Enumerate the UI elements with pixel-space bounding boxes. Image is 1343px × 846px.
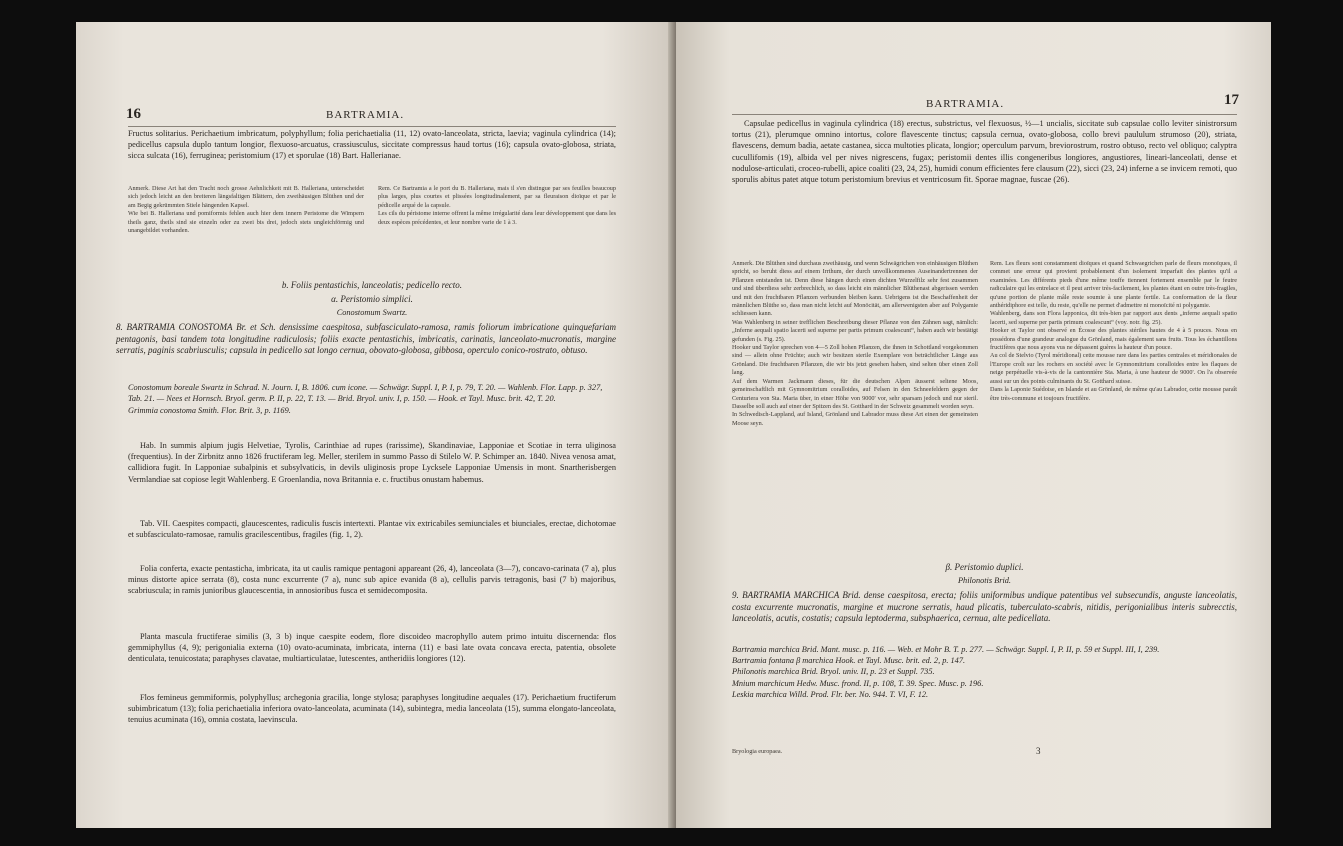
synonym-entry: Bartramia fontana β marchica Hook. et Tayl. Musc. brit. ed. 2, p. 147. [732, 656, 966, 666]
running-head: BARTRAMIA. [926, 98, 1005, 110]
right-page [676, 22, 1271, 828]
left-page [76, 22, 674, 828]
section-b-heading: b. Foliis pentastichis, lanceolatis; pedicello recto. [281, 280, 463, 290]
species-heading: 9. BARTRAMIA MARCHICA Brid. dense caespitosa, erecta; foliis uniformibus undique patentibus vel subsecundis, anguste lanceolatis, costa excurrente mucronatis, margine et mucrone serratis, haud plicatis, tuberculato-scabris, nitidis, perigonialibus interis subrecctis, lanceolatis, acutis, costatis; capsula leptoderma, subsphaerica, cernua, alte pedicellata. [732, 590, 1237, 624]
synonym-entry: Conostomum boreale Swartz in Schrad. N. Journ. I, B. 1806. cum icone. — Schwägr. Suppl. I, P. I, p. 79, T. 20. — Wahlenb. Flor. Lapp. p. 327, Tab. 21. — Nees et Hornsch. Bryol. germ. P. II, p. 22, T. 13. — Brid. Bryol. univ. I, p. 150. — Hook. et Tayl. Musc. brit. 42, T. 20. [128, 383, 603, 404]
tab-vii-paragraph: Tab. VII. Caespites compacti, glaucescentes, radiculis fuscis intertexti. Plantae vix extricabiles semiunciales et biunciales, erectae, dichotomae et subfasciculato-ramosae, ramulis gracilescentibus, fragiles (fig. 1, 2). [128, 519, 616, 540]
note-french: Rem. Les fleurs sont constamment dioïques et quand Schwaegrichen parle de fleurs monoïques, il commet une erreur qui provient probablement d'un isolement imparfait des plantes qu'il a examinées. Les différents pieds d'une même touffe tiennent fortement ensemble par le feutre radiculaire qui les entrelace et il peut arriver très-facilement, les plantes étant en outre très-fragiles, qu'une portion de plante mâle reste soumie à une plante fertile. La conformation de la fleur anthéridiphore est telle, du reste, qu'elle ne permet d'admettre ni monoïcité ni polygamie. Wahlenberg, dans son Flora lapponica, dit très-bien par rapport aux dents „inferne aequali spatio lacerti, sed superne per partis primum coalescunt“ (voy. notr. fig. 25). Hooker et Taylor ont observé en Écosse des plantes stériles hautes de 4 à 5 pouces. Nous en possédons d'une grandeur analogue du Grönland, mais également sans fruits. Tous les échantillons fructifères que nous ayons vus ne dépassent guères la hauteur d'un pouce. Au col de Stelvio (Tyrol méridional) cette mousse rare dans les parties centrales et méridionales de l'Europe croît sur les rochers en société avec le Gymnomitrium coralloides entre les flaques de neige perpétuelle vis-à-vis de la cantonnière Sta. Maria, à une hauteur de 9000'. On l'a observée aussi sur un des points culminants du St. Gotthard suisse. Dans la Laponie Suédoise, en Islande et au Grönland, de même qu'au Labrador, cette mousse paraît être très-commune et toujours fructifère. [990, 260, 1237, 402]
habitat-paragraph: Hab. In summis alpium jugis Helvetiae, Tyrolis, Carinthiae ad rupes (rarissime), Skandinaviae, Lapponiae et Scotiae in terra uliginosa (frequentius). In der Zirbnitz anno 1826 fructiferam leg. Meller, sterilem in summo Passo di Stilelo W. P. Schimper an. 1840. Nivea venosa amat, callidiora fugit. In Lapponiae subalpinis et subsylvaticis, in devils uliginosis prope Lycksele Lapponiae Umensis in mont. Snartherisbergen Vermlandiae sat copiose legit Wahlenberg. E Groenlandia, nova Britannia e. c. fructibus onustam habemus. [128, 441, 616, 484]
genus-section-name: Conostomum Swartz. [336, 308, 408, 317]
header-rule [128, 126, 616, 127]
synonym-entry: Philonotis marchica Brid. Bryol. univ. II, p. 23 et Suppl. 735. [732, 667, 935, 677]
species-heading: 8. BARTRAMIA CONOSTOMA Br. et Sch. densissime caespitosa, subfasciculato-ramosa, ramis foliorum imbricatione quinquefariam pentagonis, basi tandem tota longitudine radiculosis; foliis exacte pentastichis, imbricatis, carinatis, lanceolato-mucronatis, margine serratis, paginis scabriusculis; capsula in pedicello sat longo cernua, obovato-globosa, gibbosa, operculo conico-rostrato, obtuso. [116, 322, 616, 356]
planta-mascula-paragraph: Planta mascula fructiferae similis (3, 3 b) inque caespite eodem, flore discoideo macrophyllo autem primo intuitu discernenda: flos gemmiphyllus (4, 9); perigonialia externa (10) ovato-acuminata, imbricata, interna (11) e basi late ovata concava erecta, patentia, obsolete denticulata, tenuicostata; paraphyses clavatae, multiarticulatae, lutescentes, antheridiis longiores (12). [128, 632, 616, 664]
section-beta-heading: β. Peristomio duplici. [945, 562, 1024, 572]
flos-femineus-paragraph: Flos femineus gemmiformis, polyphyllus; archegonia gracilia, longe stylosa; paraphyses longitudine aequales (17). Perichaetium fructiferum subimbricatum (13); folia perichaetialia inferiora ovato-lanceolata, acuminata (14), subintegra, media lanceolata (15), summa elongato-lanceolata, tenuius acuminata (16), omnia costata, laevinscula. [128, 693, 616, 725]
signature-mark: 3 [1036, 746, 1041, 756]
folia-paragraph: Folia conferta, exacte pentasticha, imbricata, ita ut caulis ramique pentagoni appareant (26, 4), lanceolata (3—7), concavo-carinata (7 a), plus minus distorte apice serrata (8), costa nunc excurrente (7 a), nunc sub apice evanida (8 a), cellulis parvis tetragonis, basi (7 b) majoribus, scabriuscula; in ramis junioribus glaucescentia, in annosioribus fusca et semidecomposita. [128, 564, 616, 596]
note-german: Anmerk. Die Blüthen sind durchaus zweihäusig, und wenn Schwägrichen von einhäusigen Blüthen spricht, so beruht diess auf einem Irrthum, der durch unvollkommenes Auseinandertrennen der Pflanzen entstanden ist. Denn diese hängen durch einen dichten Wurzelfilz sehr fest zusammen und sind überdiess sehr zerbrechlich, so dass leicht ein männlicher Blüthenast abgerissen werden und mit den fruchtbaren Pflanzen verbunden bleiben kann. Uebrigens ist die Beschaffenheit der männlichen Blüthe so, dass man nicht leicht auf Monöcität, am allerwenigsten aber auf Polygamie schliessen kann. Was Wahlenberg in seiner trefflichen Beschreibung dieser Pflanze von den Zähnen sagt, nämlich: „Inferne aequali spatio lacerti sed superne per partis primum coalescunt“, haben auch wir bestätigt gefunden (s. Fig. 25). Hooker und Taylor sprechen von 4—5 Zoll hohen Pflanzen, die ihnen in Schottland vorgekommen sind — allein ohne Früchte; auch wir besitzen sterile Exemplare von beträchtlicher Länge aus Grönland. Die fruchtbaren Pflanzen, die wir bis jetzt gesehen haben, sind selten über einen Zoll lang. Auf dem Warmen Jackmann dieses, für die deutschen Alpen äusserst seltene Moos, gemeinschaftlich mit Gymnomitrium coralloides, auf Felsen in den Schneefeldern gegen der Centuriera von Sta. Maria über, in einer Höhe von 9000' vor, sehr sparsam jedoch und nur steril. Dasselbe soll auch auf einer der Spitzen des St. Gotthard in der Schweiz gesammelt worden seyn. In Schwedisch-Lappland, auf Island, Grönland und Labrador muss diese Art einen der gemeinsten Moose seyn. [732, 260, 978, 427]
page-number: 17 [1224, 92, 1239, 108]
fructus-paragraph: Fructus solitarius. Perichaetium imbricatum, polyphyllum; folia perichaetialia (11, 12) ovato-lanceolata, stricta, laevia; vaginula cylindrica (14); pedicellus capsula duplo tantum longior, flexuoso-arcuatus, crassiusculus, siccitate compressus haud tortus (16); capsula ovato-globosa, striata, sicca sulcata (16), ferruginea; peristomium (17) et sporulae (18) Bart. Hallerianae. [128, 129, 616, 161]
running-head: BARTRAMIA. [326, 109, 405, 121]
synonym-entry: Grimmia conostoma Smith. Flor. Brit. 3, p. 1169. [128, 406, 291, 416]
header-rule [732, 114, 1237, 115]
section-alpha-heading: α. Peristomio simplici. [331, 294, 413, 304]
synonym-entry: Leskia marchica Willd. Prod. Flr. ber. No. 944. T. VI, F. 12. [732, 689, 929, 699]
genus-section-name: Philonotis Brid. [957, 576, 1011, 585]
synonym-entry: Mnium marchicum Hedw. Musc. frond. II, p. 108, T. 39. Spec. Musc. p. 196. [732, 678, 984, 688]
note-german: Anmerk. Diese Art hat den Tracht noch grosse Aehnlichkeit mit B. Halleriana, unterscheidet sich jedoch leicht an den breiteren längsfaltigen Blättern, den zweihäusigen Blüthen und der am Begig gekrümmten Stiele hängenden Kapsel. Wie bei B. Halleriana und pomiformis fehlen auch hier dem innern Peristome die Wimpern theils ganz, theils sind sie einzeln oder zu zwei bis drei, jedoch stets ungleichförmig und unangebildet vorhanden. [128, 185, 364, 235]
synonym-list [128, 382, 616, 417]
synonym-entry: Bartramia marchica Brid. Mant. musc. p. 116. — Web. et Mohr B. T. p. 277. — Schwägr. Suppl. I, P. II, p. 59 et Suppl. III, I, 239. [732, 645, 1160, 654]
capsulae-paragraph: Capsulae pedicellus in vaginula cylindrica (18) erectus, substrictus, vel flexuosus, ½—1 uncialis, siccitate sub capsulae collo leviter sinistrorsum tortus (21), plerumque omnino intortus, colore flavescente tinctus; capsula cernua, ovato-globosa, collo brevi paululum strumoso (20), striata, flavescens, demum badia, aetate castanea, sicca multoties plicata, longior; operculum parvum, breviorostrum, rostro obtuso, recto vel obliquo; calyptra cucullifomis (19), albida vel per nives nigrescens, fugax; peristomii dentes illis congeneribus longiores, angustiores, lineari-lanceolati, dense et nodulose-articulati, croceo-rubelli, apice coaliti (23, 24, 25), humidi conum efficientes fere clausum (22), sicci (23, 24) inferne a se invicem remoti, quo sporulis abitus patet atque totum peristomium brevius et ventricosum fit. Sporae magnae, fuscae (26). [732, 119, 1237, 185]
footer-series-title: Bryologia europaea. [732, 748, 783, 755]
note-french: Rem. Ce Bartramia a le port du B. Halleriana, mais il s'en distingue par ses feuilles beaucoup plus larges, plus courtes et plissées longitudinalement, par sa fleuraison dioïque et par le pédicelle arqué de la capsule. Les cils du péristome interne offrent la même irrégularité dans leur développement que dans les deux espèces précédentes, et leur nombre varie de 1 à 3. [378, 185, 616, 226]
synonym-list [732, 644, 1237, 700]
page-number: 16 [126, 106, 141, 122]
book-spread [76, 22, 1271, 828]
